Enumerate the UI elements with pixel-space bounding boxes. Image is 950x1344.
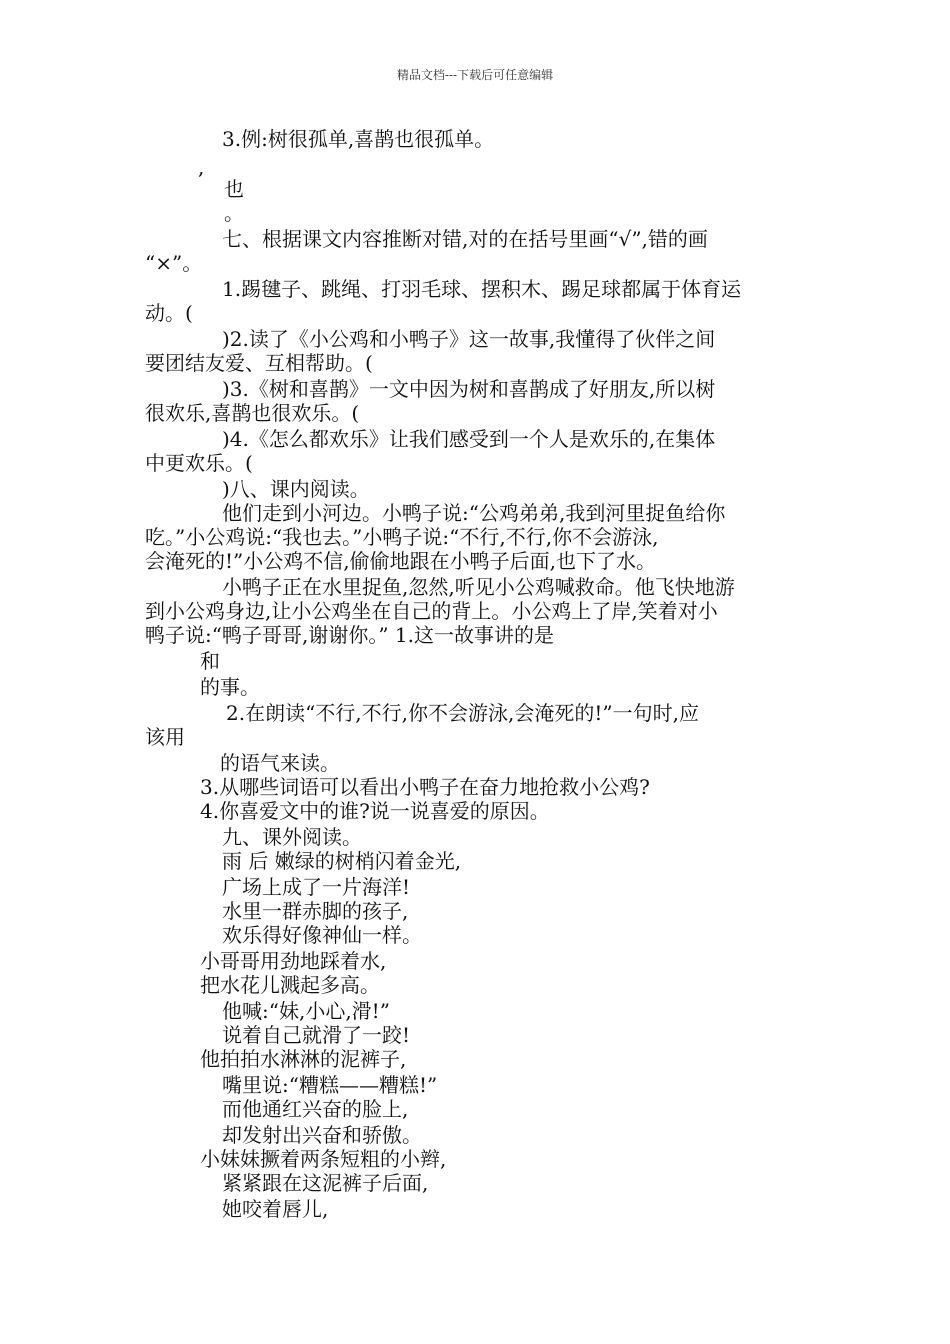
poem-line: 小妹妹撅着两条短粗的小辫, xyxy=(200,1147,447,1171)
text-line: 很欢乐,喜鹊也很欢乐。( xyxy=(145,401,360,425)
text-line: 该用 xyxy=(145,725,185,749)
poem-line: 紧紧跟在这泥裤子后面, xyxy=(222,1171,429,1195)
text-line: 。 xyxy=(224,201,244,225)
text-line: 小鸭子正在水里捉鱼,忽然,听见小公鸡喊救命。他飞快地游 xyxy=(222,575,735,599)
section-heading: )八、课内阅读。 xyxy=(222,477,370,501)
text-line: 1.踢毽子、跳绳、打羽毛球、摆积木、踢足球都属于体育运 xyxy=(222,277,742,301)
text-line: 吃。”小公鸡说:“我也去。”小鸭子说:“不行,不行,你不会游泳, xyxy=(145,525,659,549)
poem-line: 而他通红兴奋的脸上, xyxy=(222,1097,409,1121)
poem-line: 嘴里说:“糟糕——糟糕!” xyxy=(222,1073,438,1097)
text-line: 的语气来读。 xyxy=(220,751,340,775)
text-line: 会淹死的!”小公鸡不信,偷偷地跟在小鸭子后面,也下了水。 xyxy=(145,549,656,573)
poem-line: 把水花儿溅起多高。 xyxy=(200,973,380,997)
poem-line: 他拍拍水淋淋的泥裤子, xyxy=(200,1047,407,1071)
poem-line: 欢乐得好像神仙一样。 xyxy=(222,923,422,947)
text-line: 也 xyxy=(224,177,244,201)
poem-line: 小哥哥用劲地踩着水, xyxy=(200,949,387,973)
text-line: 3.从哪些词语可以看出小鸭子在奋力地抢救小公鸡? xyxy=(200,775,650,799)
poem-line: 广场上成了一片海洋! xyxy=(222,875,411,899)
text-line: )4.《怎么都欢乐》让我们感受到一个人是欢乐的,在集体 xyxy=(222,427,716,451)
text-line: )2.读了《小公鸡和小鸭子》这一故事,我懂得了伙伴之间 xyxy=(222,327,716,351)
text-line: 中更欢乐。( xyxy=(145,451,253,475)
text-line: 到小公鸡身边,让小公鸡坐在自己的背上。小公鸡上了岸,笑着对小 xyxy=(145,599,718,623)
text-line: 3.例:树很孤单,喜鹊也很孤单。 xyxy=(222,127,495,151)
poem-line: 雨 后 嫩绿的树梢闪着金光, xyxy=(222,849,462,873)
poem-line: 说着自己就滑了一跤! xyxy=(222,1023,411,1047)
poem-line: 他喊:“妹,小心,滑!” xyxy=(222,999,390,1023)
text-line: 的事。 xyxy=(200,675,260,699)
text-line: 和 xyxy=(200,649,220,673)
poem-line: 水里一群赤脚的孩子, xyxy=(222,899,409,923)
section-heading: 九、课外阅读。 xyxy=(222,825,362,849)
text-line: )3.《树和喜鹊》一文中因为树和喜鹊成了好朋友,所以树 xyxy=(222,377,716,401)
poem-line: 却发射出兴奋和骄傲。 xyxy=(222,1123,422,1147)
text-line: 4.你喜爱文中的谁?说一说喜爱的原因。 xyxy=(200,799,550,823)
text-line: 2.在朗读“不行,不行,你不会游泳,会淹死的!”一句时,应 xyxy=(226,701,699,725)
text-line: 鸭子说:“鸭子哥哥,谢谢你。” 1.这一故事讲的是 xyxy=(145,623,554,647)
text-line: 他们走到小河边。小鸭子说:“公鸡弟弟,我到河里捉鱼给你 xyxy=(222,501,726,525)
text-line: 动。( xyxy=(145,301,193,325)
text-line: 要团结友爱、互相帮助。( xyxy=(145,351,373,375)
text-line: , xyxy=(198,155,205,179)
page-header: 精品文档---下载后可任意编辑 xyxy=(396,68,554,82)
poem-line: 她咬着唇儿, xyxy=(222,1197,329,1221)
section-heading: 七、根据课文内容推断对错,对的在括号里画“√”,错的画 xyxy=(222,227,708,251)
text-line: “×”。 xyxy=(145,251,203,275)
